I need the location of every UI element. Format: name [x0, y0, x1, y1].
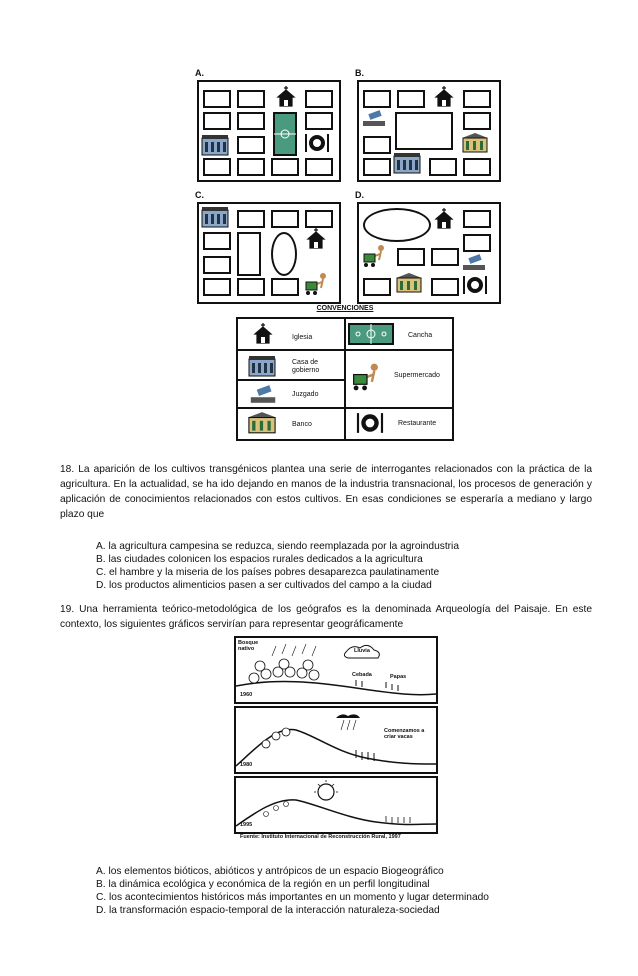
figure-source: Fuente: Instituto Internacional de Reconstrucción Rural, 1997 [240, 834, 401, 840]
court-gavel-icon [361, 110, 387, 128]
bank-icon [395, 272, 423, 294]
plate-cutlery-icon [354, 411, 386, 435]
landscape-panel-1995 [234, 776, 438, 834]
panel-label-b: B. [355, 68, 364, 78]
label-papas: Papas [390, 674, 407, 680]
government-house-icon [201, 134, 229, 156]
church-icon [433, 84, 455, 108]
legend-label-iglesia: Iglesia [292, 334, 313, 341]
court-gavel-icon [461, 254, 487, 272]
year-1960: 1960 [240, 692, 253, 698]
panel-label-a: A. [195, 68, 204, 78]
panel-label-d: D. [355, 190, 364, 200]
government-house-icon [201, 206, 229, 228]
question-18-option-b: B. las ciudades colonicen los espacios rurales dedicados a la agricultura [96, 554, 423, 565]
shopping-cart-icon [303, 272, 331, 296]
question-18-option-c: C. el hambre y la miseria de los países pobres desaparezca paulatinamente [96, 567, 440, 578]
question-19-option-a: A. los elementos bióticos, abióticos y antrópicos de un espacio Biogeográfico [96, 866, 444, 877]
shopping-cart-icon [361, 244, 389, 268]
question-19-stem: 19. Una herramienta teórico-metodológica de los geógrafos es la denominada Arqueología del Paisaje. En este contexto, los siguientes gráficos servirían para representar geográficamente [60, 604, 592, 630]
question-19-option-b: B. la dinámica ecológica y económica de la región en un perfil longitudinal [96, 879, 430, 890]
legend-label-cancha: Cancha [408, 332, 433, 339]
year-1980: 1980 [240, 762, 253, 768]
landscape-panel-1960 [234, 636, 438, 704]
label-bosque-nativo: Bosque nativo [238, 640, 259, 652]
government-house-icon [244, 355, 280, 377]
deforested-hill-illustration [236, 708, 436, 772]
plate-cutlery-icon [303, 132, 331, 154]
question-18-stem: 18. La aparición de los cultivos transgénicos plantea una serie de interrogantes relacionados con la práctica de la agricultura. En la actualidad, se ha ido dejando en manos de la industria transnacional, los procesos de generación y aplicación de conocimientos relacionados con estos cultivos. En esas condiciones se esperaría a mediano y largo plazo que [60, 464, 592, 520]
conventions-title: CONVENCIONES [316, 305, 374, 312]
government-house-icon [393, 152, 421, 174]
map-panel-c [185, 184, 340, 302]
label-comenzamos-a-criar-vacas: Comenzamos a criar vacas [384, 728, 425, 740]
town-maps-figure [185, 62, 505, 302]
landscape-archaeology-figure [232, 634, 448, 846]
plate-cutlery-icon [461, 274, 489, 296]
bank-icon [461, 132, 489, 154]
soccer-field-icon [273, 112, 297, 156]
legend-label-restaurante: Restaurante [398, 420, 437, 427]
legend-label-casa-de-gobierno: Casa de gobierno [292, 359, 320, 374]
map-panel-b [347, 62, 502, 180]
church-icon [275, 84, 297, 108]
landscape-panel-1980 [234, 706, 438, 774]
church-icon [252, 321, 274, 345]
bank-icon [246, 411, 278, 435]
church-icon [305, 226, 327, 250]
soccer-field-icon [348, 323, 394, 345]
shopping-cart-icon [350, 361, 384, 393]
legend-label-banco: Banco [292, 421, 312, 428]
conventions-legend [236, 305, 454, 439]
year-1995: 1995 [240, 822, 253, 828]
label-lluvia: Lluvia [354, 648, 370, 654]
question-19-option-c: C. los acontecimientos históricos más importantes en un momento y lugar determinado [96, 892, 489, 903]
legend-label-supermercado: Supermercado [394, 372, 440, 379]
panel-label-c: C. [195, 190, 204, 200]
label-cebada: Cebada [352, 672, 372, 678]
church-icon [433, 206, 455, 230]
question-18-option-a: A. la agricultura campesina se reduzca, siendo reemplazada por la agroindustria [96, 541, 459, 552]
eroded-sun-illustration [236, 778, 436, 832]
question-19-option-d: D. la transformación espacio-temporal de la interacción naturaleza-sociedad [96, 905, 440, 916]
question-18-option-d: D. los productos alimenticios pasen a ser cultivados del campo a la ciudad [96, 580, 432, 591]
court-gavel-icon [248, 385, 278, 405]
map-panel-a [185, 62, 340, 180]
map-panel-d [347, 184, 502, 302]
legend-label-juzgado: Juzgado [292, 391, 319, 398]
